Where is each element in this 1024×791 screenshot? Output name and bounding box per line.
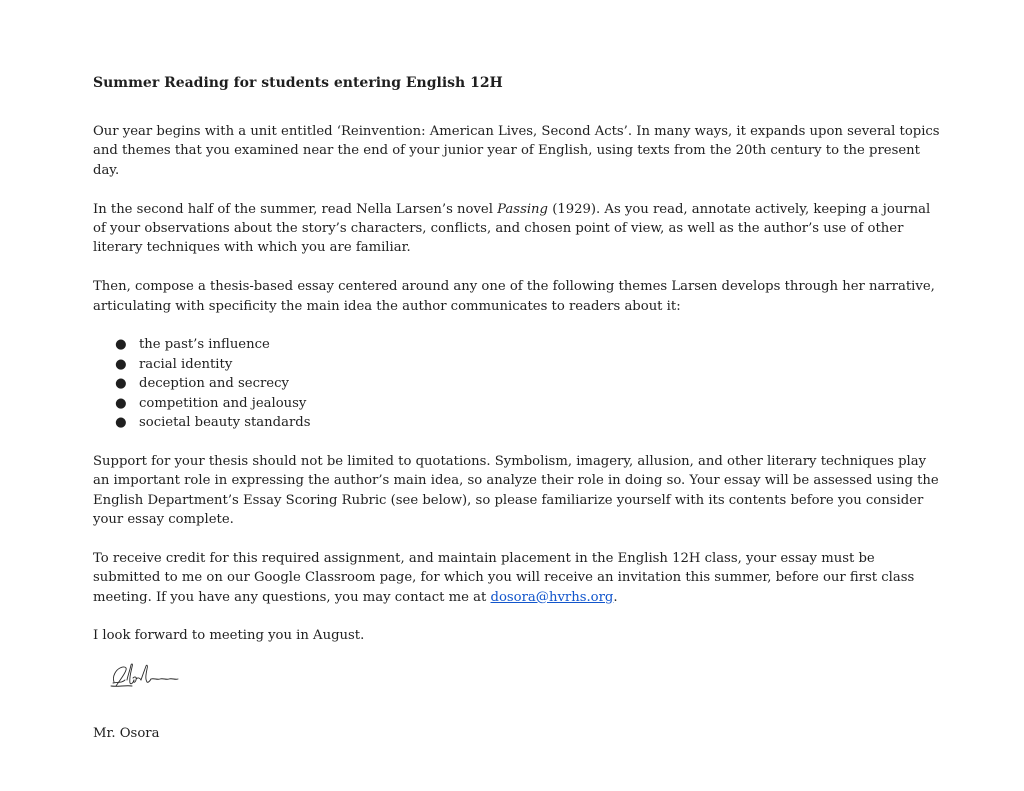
- reading-text-before: In the second half of the summer, read Nella Larsen’s novel: [93, 201, 498, 217]
- theme-label: deception and secrecy: [139, 376, 289, 392]
- submission-text-after: .: [613, 589, 618, 605]
- theme-label: competition and jealousy: [139, 395, 307, 411]
- list-item: [93, 374, 943, 393]
- list-item: [93, 355, 943, 374]
- list-item: [93, 413, 943, 432]
- bullet-icon: ●: [115, 356, 127, 372]
- bullet-icon: ●: [115, 337, 127, 353]
- support-paragraph: [93, 452, 943, 530]
- email-link[interactable]: dosora@hvrhs.org: [490, 589, 614, 605]
- theme-label: racial identity: [139, 356, 233, 372]
- closing-text: I look forward to meeting you in August.: [93, 628, 365, 644]
- document-title: Summer Reading for students entering English 12H: [93, 75, 503, 91]
- essay-prompt-paragraph: [93, 277, 943, 316]
- handwritten-signature-icon: [108, 656, 182, 690]
- reading-paragraph: [93, 200, 943, 258]
- bullet-icon: ●: [115, 415, 127, 431]
- theme-label: the past’s influence: [139, 337, 270, 353]
- list-item: [93, 394, 943, 413]
- essay-prompt-text: Then, compose a thesis-based essay centered around any one of the following themes Larsen develops through her narrative, articulating with specificity the main idea the author communicates to readers about it:: [93, 279, 935, 314]
- intro-text: Our year begins with a unit entitled ‘Reinvention: American Lives, Second Acts’. In many ways, it expands upon several topics and themes that you examined near the end of your junior year of English, using texts from the 20th century to the present day.: [93, 124, 940, 178]
- submission-text-before: To receive credit for this required assignment, and maintain placement in the English 12H class, your essay must be submitted to me on our Google Classroom page, for which you will receive an invitation this summer, before our first class meeting. If you have any questions, you may contact me at: [93, 550, 915, 605]
- bullet-icon: ●: [115, 395, 127, 411]
- signer-name: Mr. Osora: [93, 726, 160, 741]
- bullet-icon: ●: [115, 376, 127, 392]
- document-body: [93, 74, 943, 665]
- list-item: [93, 335, 943, 354]
- support-text: Support for your thesis should not be limited to quotations. Symbolism, imagery, allusion, and other literary techniques play an important role in expressing the author’s main idea, so analyze their role in doing so. Your essay will be assessed using the English Department’s Essay Scoring Rubric (see below), so please familiarize yourself with its contents before you consider your essay complete.: [93, 453, 939, 528]
- closing-paragraph: [93, 626, 943, 645]
- submission-paragraph: [93, 549, 943, 607]
- theme-label: societal beauty standards: [139, 415, 311, 431]
- intro-paragraph: [93, 122, 943, 180]
- themes-list: [93, 335, 943, 432]
- book-title: Passing: [497, 201, 548, 217]
- reading-text-after: (1929). As you read, annotate actively, keeping a journal of your observations about the story’s characters, conflicts, and chosen point of view, as well as the author’s use of other literary techniques with which you are familiar.: [93, 201, 931, 256]
